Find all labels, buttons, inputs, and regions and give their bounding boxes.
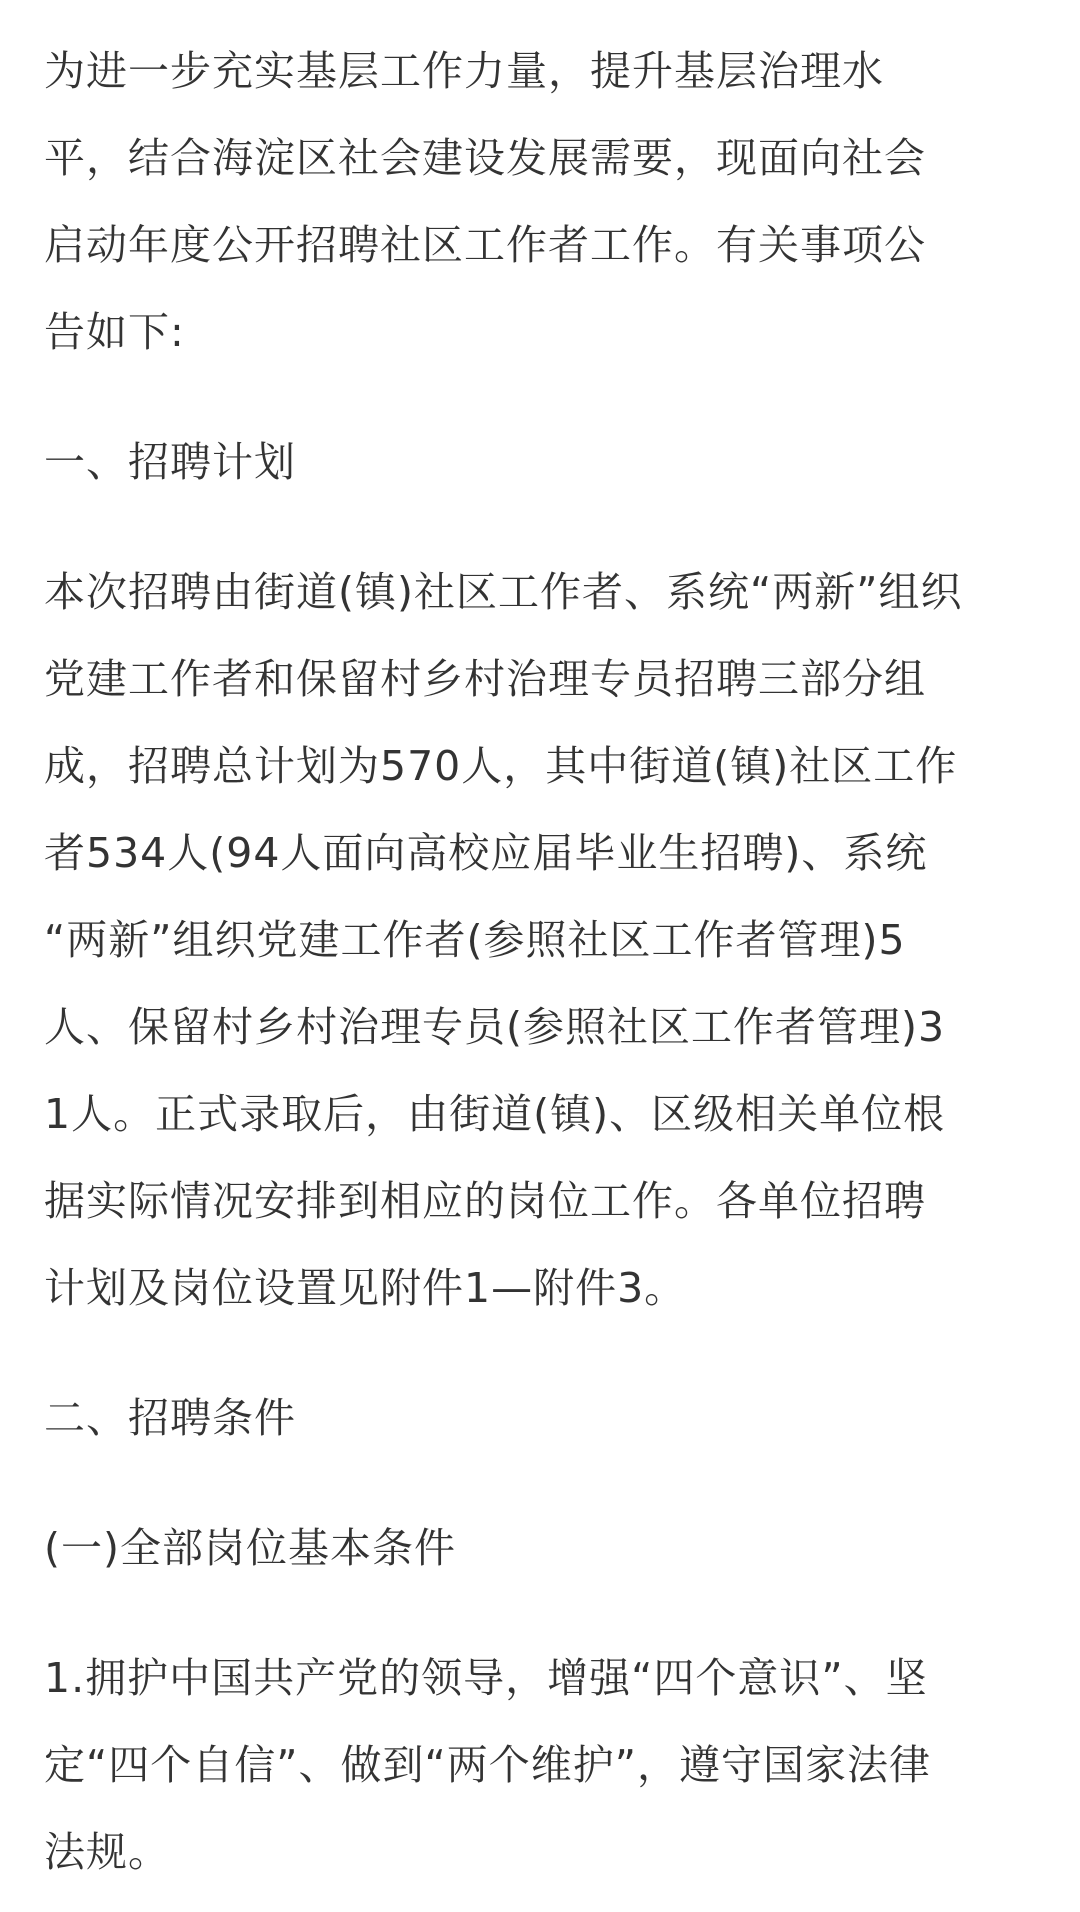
intro-paragraph: 为进一步充实基层工作力量，提升基层治理水 平，结合海淀区社会建设发展需要，现面向社会 启动年度公开招聘社区工作者工作。有关事项公 告如下:: [44, 47, 926, 356]
subsection-heading-basic-conditions: (一)全部岗位基本条件: [44, 1524, 456, 1572]
recruitment-plan-paragraph: 本次招聘由街道(镇)社区工作者、系统“两新”组织 党建工作者和保留村乡村治理专员招聘三部分组 成，招聘总计划为570人，其中街道(镇)社区工作 者534人(94人面向高校应届毕业生招聘)、系统 “两新”组织党建工作者(参照社区工作者管理)5 人、保留村乡村治理专员(参照社区工作者管理)3 1人。正式录取后，由街道(镇)、区级相关单位根 据实际情况安排到相应的岗位工作。各单位招聘 计划及岗位设置见附件1—附件3。: [44, 568, 963, 1312]
condition-item-1: 1.拥护中国共产党的领导，增强“四个意识”、坚 定“四个自信”、做到“两个维护”，遵守国家法律 法规。: [44, 1654, 931, 1876]
section-heading-recruitment-plan: 一、招聘计划: [44, 438, 296, 486]
section-heading-recruitment-conditions: 二、招聘条件: [44, 1394, 296, 1442]
